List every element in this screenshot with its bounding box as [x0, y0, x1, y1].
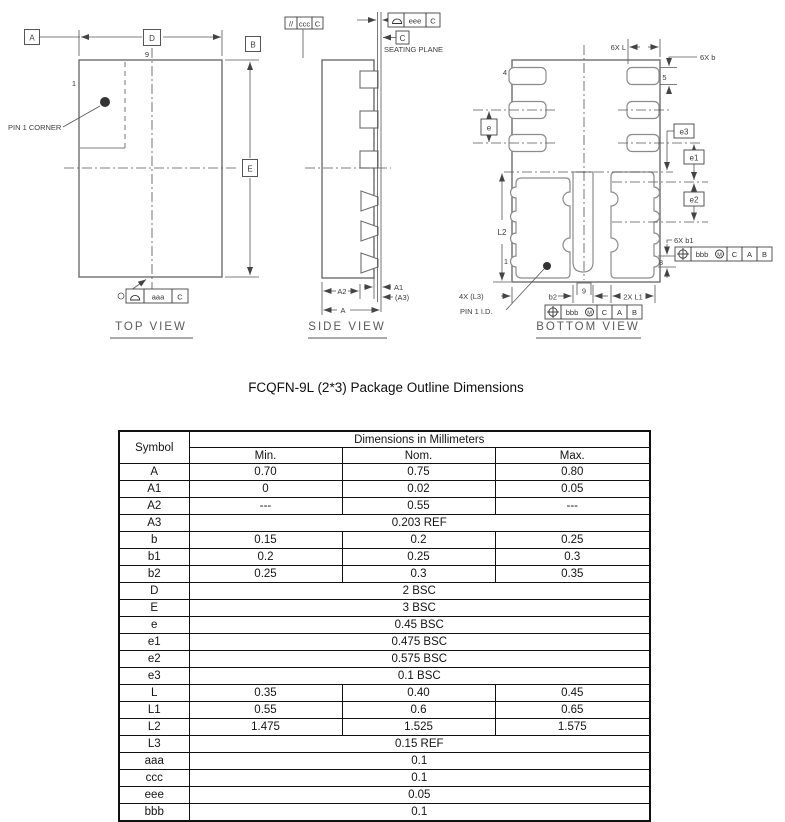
top-view: [8, 30, 261, 339]
cell-min: 0.25: [189, 566, 342, 583]
cell-nom: 0.40: [342, 685, 495, 702]
dim-e1-label: e1: [689, 153, 699, 163]
cell-symbol: L2: [119, 719, 189, 736]
table-row: [119, 668, 650, 685]
cell-value: 0.475 BSC: [189, 634, 650, 651]
cell-symbol: e3: [119, 668, 189, 685]
fcf-aaa-datum: C: [177, 292, 183, 302]
cell-nom: 1.525: [342, 719, 495, 736]
table-row: [119, 685, 650, 702]
bottom-view-power-pads: [511, 172, 660, 278]
side-view: [285, 12, 443, 338]
pin9-number: 9: [144, 50, 149, 59]
table-row: [119, 787, 650, 804]
cell-nom: 0.3: [342, 566, 495, 583]
dim-e-label: e: [486, 123, 492, 133]
fcf-ccc-datum: C: [314, 19, 321, 29]
cell-symbol: b: [119, 532, 189, 549]
table-row: [119, 804, 650, 822]
header-nom: Nom.: [342, 448, 495, 464]
table-row: [119, 753, 650, 770]
table-row: [119, 770, 650, 787]
dim-6x-b-label: 6X b: [700, 53, 716, 62]
bottom-view: [459, 39, 772, 338]
dim-2x-l1-label: 2X L1: [623, 292, 643, 302]
table-row: [119, 498, 650, 515]
dim-a2-label: A2: [337, 287, 347, 296]
cell-value: 0.1 BSC: [189, 668, 650, 685]
header-min: Min.: [189, 448, 342, 464]
dim-b2-label: b2: [548, 292, 557, 302]
pad-pin1: [511, 178, 571, 278]
cell-min: 0.55: [189, 702, 342, 719]
table-row: [119, 566, 650, 583]
package-body-top-view: [79, 60, 222, 277]
cell-symbol: e1: [119, 634, 189, 651]
fcf-profile-aaa: [126, 289, 188, 303]
dim-e3-label: e3: [679, 127, 689, 137]
cell-max: 0.65: [495, 702, 650, 719]
fcf-bbb-datum1: C: [731, 250, 738, 259]
cell-max: 0.45: [495, 685, 650, 702]
dim-a1-label: A1: [394, 283, 404, 292]
svg-text:M: M: [587, 310, 592, 317]
pin9-number: 9: [581, 286, 587, 296]
cell-symbol: b2: [119, 566, 189, 583]
dim-4x-l3-label: 4X (L3): [459, 292, 484, 301]
parallelism-icon: //: [288, 19, 294, 29]
table-row: [119, 515, 650, 532]
cell-min: 0.15: [189, 532, 342, 549]
dimensions-table: [118, 430, 651, 822]
cell-symbol: L3: [119, 736, 189, 753]
top-view-dimension-lines: [40, 30, 259, 299]
cell-max: 0.05: [495, 481, 650, 498]
cell-max: ---: [495, 498, 650, 515]
cell-value: 0.575 BSC: [189, 651, 650, 668]
dim-a-label: A: [340, 306, 346, 315]
cell-symbol: b1: [119, 549, 189, 566]
fcf-bbb-datum2: A: [746, 250, 753, 259]
table-row: [119, 481, 650, 498]
dim-l2-label: L2: [497, 228, 507, 237]
fcf-profile-eee: [357, 13, 440, 27]
package-body-side-view: [322, 60, 374, 278]
pin1-corner-label: PIN 1 CORNER: [8, 123, 62, 132]
pin1-id-label: PIN 1 I.D.: [460, 307, 493, 316]
cell-max: 0.3: [495, 549, 650, 566]
side-view-dimension-lines: [322, 278, 393, 315]
cell-min: 0.2: [189, 549, 342, 566]
fcf-bbb-datum2: A: [616, 308, 623, 317]
fcf-parallelism-ccc: [285, 17, 323, 58]
fcf-ccc-tolerance: ccc: [298, 19, 311, 29]
pin5-number: 5: [662, 73, 667, 82]
header-max: Max.: [495, 448, 650, 464]
dimensions-table-header: [119, 431, 650, 464]
table-row: [119, 464, 650, 481]
cell-nom: 0.25: [342, 549, 495, 566]
bottom-view-label: BOTTOM VIEW: [536, 321, 640, 333]
cell-min: 0: [189, 481, 342, 498]
datum-a-label: A: [29, 33, 35, 43]
dim-d-label: D: [149, 34, 155, 43]
pad-pin9: [573, 172, 593, 272]
pin4-number: 4: [502, 68, 507, 77]
fcf-bbb-tolerance: bbb: [565, 308, 579, 317]
cell-symbol: aaa: [119, 753, 189, 770]
cell-nom: 0.75: [342, 464, 495, 481]
pin1-id-dot-icon: [543, 262, 551, 270]
cell-symbol: L: [119, 685, 189, 702]
table-row: [119, 583, 650, 600]
table-row: [119, 634, 650, 651]
side-view-leads: [360, 71, 378, 273]
cell-min: 0.35: [189, 685, 342, 702]
cell-symbol: A1: [119, 481, 189, 498]
cell-nom: 0.02: [342, 481, 495, 498]
table-row: [119, 736, 650, 753]
header-symbol: Symbol: [119, 431, 189, 464]
dim-e-label: E: [247, 164, 253, 174]
cell-value: 0.1: [189, 770, 650, 787]
cell-symbol: eee: [119, 787, 189, 804]
dim-6x-l-label: 6X L: [610, 43, 626, 52]
cell-symbol: A: [119, 464, 189, 481]
cell-nom: 0.2: [342, 532, 495, 549]
pin1-dot-icon: [100, 97, 110, 107]
pin1-corner-marker: [80, 62, 125, 148]
fcf-eee-datum: C: [430, 16, 436, 26]
page-title: FCQFN-9L (2*3) Package Outline Dimensions: [248, 380, 524, 395]
cell-symbol: e2: [119, 651, 189, 668]
fcf-bbb-datum1: C: [601, 308, 608, 317]
cell-value: 0.05: [189, 787, 650, 804]
dimensions-table-body: [119, 464, 650, 822]
table-row: [119, 532, 650, 549]
fcf-position-b1: [675, 247, 772, 261]
fcf-eee-tolerance: eee: [408, 16, 422, 26]
table-row: [119, 702, 650, 719]
table-row: [119, 651, 650, 668]
cell-max: 1.575: [495, 719, 650, 736]
cell-symbol: E: [119, 600, 189, 617]
pin1-number: 1: [71, 79, 76, 88]
cell-min: 1.475: [189, 719, 342, 736]
seating-plane-callout: [383, 31, 443, 54]
fcf-bbb-datum3: B: [631, 308, 638, 317]
cell-max: 0.25: [495, 532, 650, 549]
cell-min: 0.70: [189, 464, 342, 481]
cell-symbol: e: [119, 617, 189, 634]
fcf-bbb-tolerance: bbb: [695, 250, 709, 259]
fcf-position-b2: [545, 305, 642, 319]
cell-nom: 0.6: [342, 702, 495, 719]
cell-max: 0.80: [495, 464, 650, 481]
cell-symbol: bbb: [119, 804, 189, 822]
seating-plane-label: SEATING PLANE: [384, 45, 444, 54]
cell-min: ---: [189, 498, 342, 515]
dim-e2-label: e2: [689, 195, 699, 205]
cell-symbol: A2: [119, 498, 189, 515]
top-view-centerlines: [64, 48, 236, 289]
table-row: [119, 617, 650, 634]
header-dimensions: Dimensions in Millimeters: [189, 431, 650, 448]
svg-text:M: M: [717, 252, 722, 259]
cell-value: 0.203 REF: [189, 515, 650, 532]
cell-symbol: A3: [119, 515, 189, 532]
cell-symbol: ccc: [119, 770, 189, 787]
top-view-label: TOP VIEW: [115, 321, 187, 333]
cell-value: 0.1: [189, 753, 650, 770]
pad-pin8: [611, 172, 660, 278]
table-row: [119, 549, 650, 566]
top-view-datum-boxes: [25, 30, 261, 177]
table-row: [119, 719, 650, 736]
dim-a3-label: (A3): [395, 293, 410, 302]
dim-6x-b1-label: 6X b1: [674, 236, 694, 245]
cell-value: 2 BSC: [189, 583, 650, 600]
datum-c-label: C: [399, 34, 406, 43]
cell-max: 0.35: [495, 566, 650, 583]
cell-value: 3 BSC: [189, 600, 650, 617]
cell-symbol: D: [119, 583, 189, 600]
pin1-number: 1: [503, 257, 508, 266]
cell-symbol: L1: [119, 702, 189, 719]
cell-value: 0.15 REF: [189, 736, 650, 753]
fcf-aaa-tolerance: aaa: [151, 292, 165, 302]
side-view-label: SIDE VIEW: [308, 321, 386, 333]
fcf-bbb-datum3: B: [761, 250, 768, 259]
datum-b-label: B: [250, 40, 256, 50]
package-outline-drawings: [0, 0, 785, 360]
cell-nom: 0.55: [342, 498, 495, 515]
cell-value: 0.45 BSC: [189, 617, 650, 634]
pin8-number: 8: [658, 258, 664, 267]
table-row: [119, 600, 650, 617]
cell-value: 0.1: [189, 804, 650, 822]
